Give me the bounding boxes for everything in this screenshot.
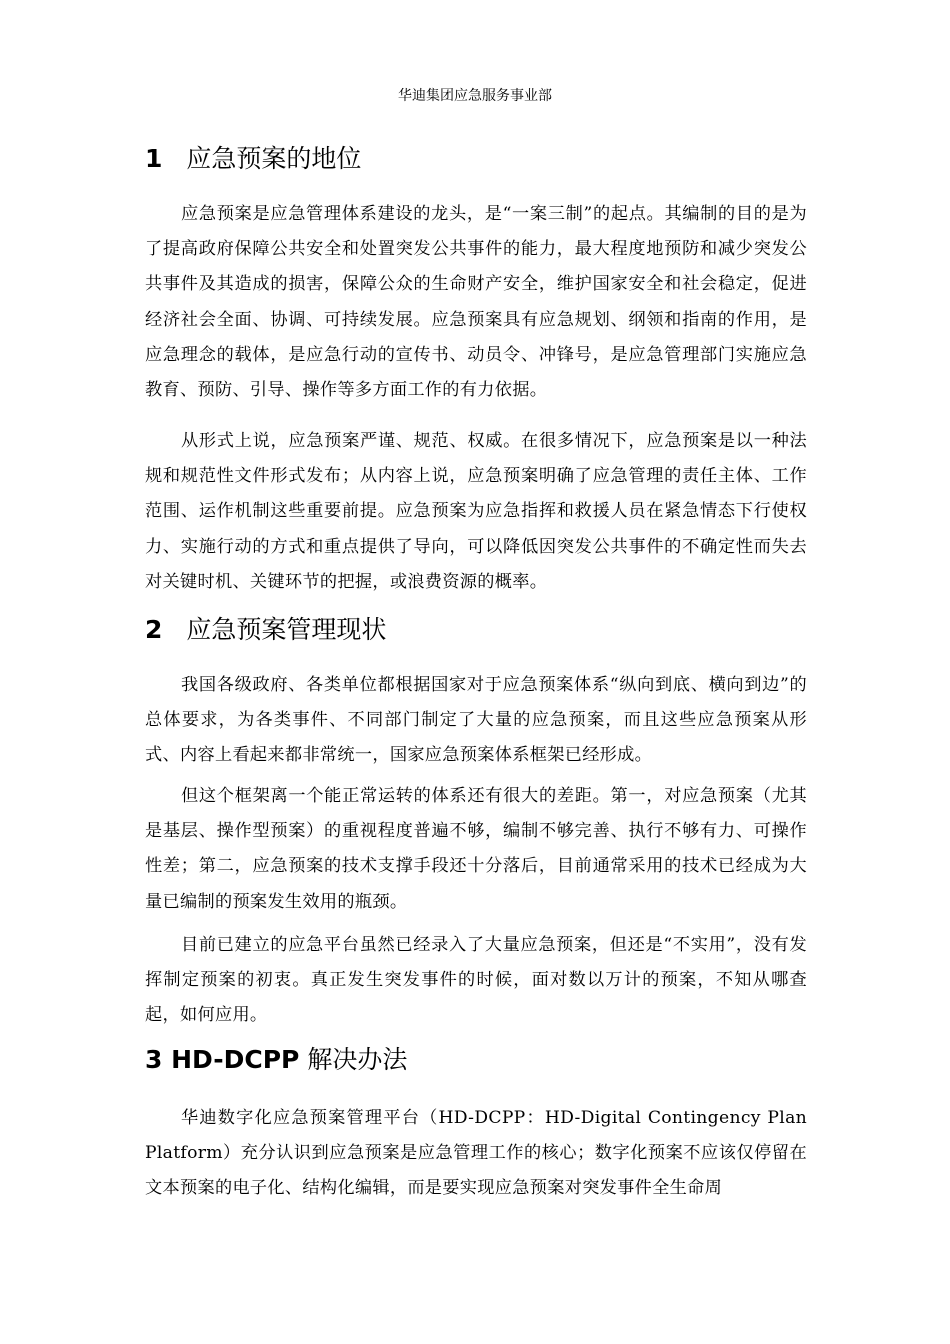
section-number: 2 xyxy=(145,615,163,644)
section-number: 1 xyxy=(145,144,163,173)
section-heading-3 xyxy=(145,1040,807,1080)
section-heading-2 xyxy=(145,610,807,650)
paragraph: 目前已建立的应急平台虽然已经录入了大量应急预案，但还是“不实用”，没有发挥制定预案的初衷。真正发生突发事件的时候，面对数以万计的预案，不知从哪查起，如何应用。 xyxy=(145,935,807,1026)
paragraph: 我国各级政府、各类单位都根据国家对于应急预案体系“纵向到底、横向到边”的总体要求，为各类事件、不同部门制定了大量的应急预案，而且这些应急预案从形式、内容上看起来都非常统一，国家应急预案体系框架已经形成。 xyxy=(145,675,807,766)
section-heading-1 xyxy=(145,139,807,179)
paragraph: 应急预案是应急管理体系建设的龙头，是“一案三制”的起点。其编制的目的是为了提高政府保障公共安全和处置突发公共事件的能力，最大程度地预防和减少突发公共事件及其造成的损害，保障公众的生命财产安全，维护国家安全和社会稳定，促进经济社会全面、协调、可持续发展。应急预案具有应急规划、纲领和指南的作用，是应急理念的载体，是应急行动的宣传书、动员令、冲锋号，是应急管理部门实施应急教育、预防、引导、操作等多方面工作的有力依据。 xyxy=(145,204,807,401)
paragraph: 华迪数字化应急预案管理平台（HD-DCPP：HD-Digital Contingency Plan Platform）充分认识到应急预案是应急管理工作的核心；数字化预案不应该仅停留在文本预案的电子化、结构化编辑，而是要实现应急预案对突发事件全生命周 xyxy=(145,1108,807,1199)
paragraph: 但这个框架离一个能正常运转的体系还有很大的差距。第一，对应急预案（尤其是基层、操作型预案）的重视程度普遍不够，编制不够完善、执行不够有力、可操作性差；第二，应急预案的技术支撑手段还十分落后，目前通常采用的技术已经成为大量已编制的预案发生效用的瓶颈。 xyxy=(145,786,807,912)
section-title: 应急预案管理现状 xyxy=(186,615,387,644)
running-header: 华迪集团应急服务事业部 xyxy=(398,88,552,104)
paragraph: 从形式上说，应急预案严谨、规范、权威。在很多情况下，应急预案是以一种法规和规范性文件形式发布；从内容上说，应急预案明确了应急管理的责任主体、工作范围、运作机制这些重要前提。应急预案为应急指挥和救援人员在紧急情态下行使权力、实施行动的方式和重点提供了导向，可以降低因突发公共事件的不确定性而失去对关键时机、关键环节的把握，或浪费资源的概率。 xyxy=(145,431,807,592)
section-number: 3 HD-DCPP xyxy=(145,1045,300,1074)
section-title: 应急预案的地位 xyxy=(186,144,362,173)
section-title: 解决办法 xyxy=(307,1045,408,1074)
